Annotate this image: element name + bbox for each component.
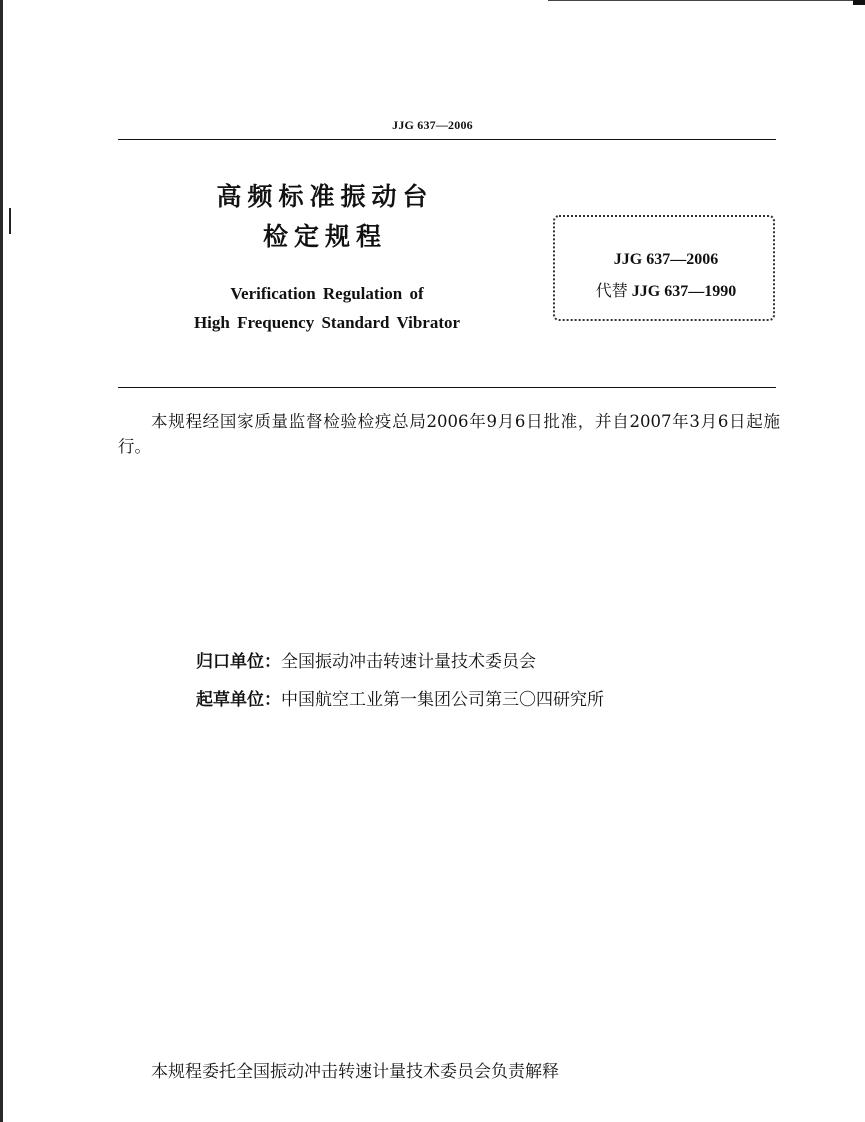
title-chinese: 高频标准振动台 — [216, 182, 434, 211]
unit-label: 起草单位： — [196, 690, 281, 710]
scan-corner-mark — [853, 0, 865, 5]
unit-value: 全国振动冲击转速计量技术委员会 — [281, 652, 536, 672]
replace-prefix: 代替 — [595, 283, 628, 300]
scan-edge-top — [548, 0, 853, 1]
scan-edge-left — [0, 0, 3, 1122]
subtitle-chinese: 检定规程 — [262, 222, 387, 251]
header-standard-code: JJG 637—2006 — [392, 118, 473, 132]
header-rule — [118, 139, 776, 140]
current-code: JJG 637—2006 — [613, 251, 719, 268]
drafting-unit-line — [196, 685, 604, 710]
responsible-unit-line — [196, 647, 536, 672]
section-rule — [118, 387, 776, 388]
standard-code-box — [553, 215, 775, 321]
replace-code: JJG 637—1990 — [631, 283, 737, 300]
title-english-line2: High Frequency Standard Vibrator — [193, 313, 461, 332]
scan-mark — [9, 208, 11, 234]
replaced-code — [555, 278, 777, 301]
approval-paragraph: 本规程经国家质量监督检验检疫总局2006年9月6日批准，并自2007年3月6日起施行。 — [118, 412, 780, 456]
unit-value: 中国航空工业第一集团公司第三〇四研究所 — [281, 690, 604, 710]
unit-label: 归口单位： — [196, 652, 281, 672]
interpretation-note: 本规程委托全国振动冲击转速计量技术委员会负责解释 — [151, 1062, 559, 1082]
title-english-line1: Verification Regulation of — [230, 284, 424, 303]
